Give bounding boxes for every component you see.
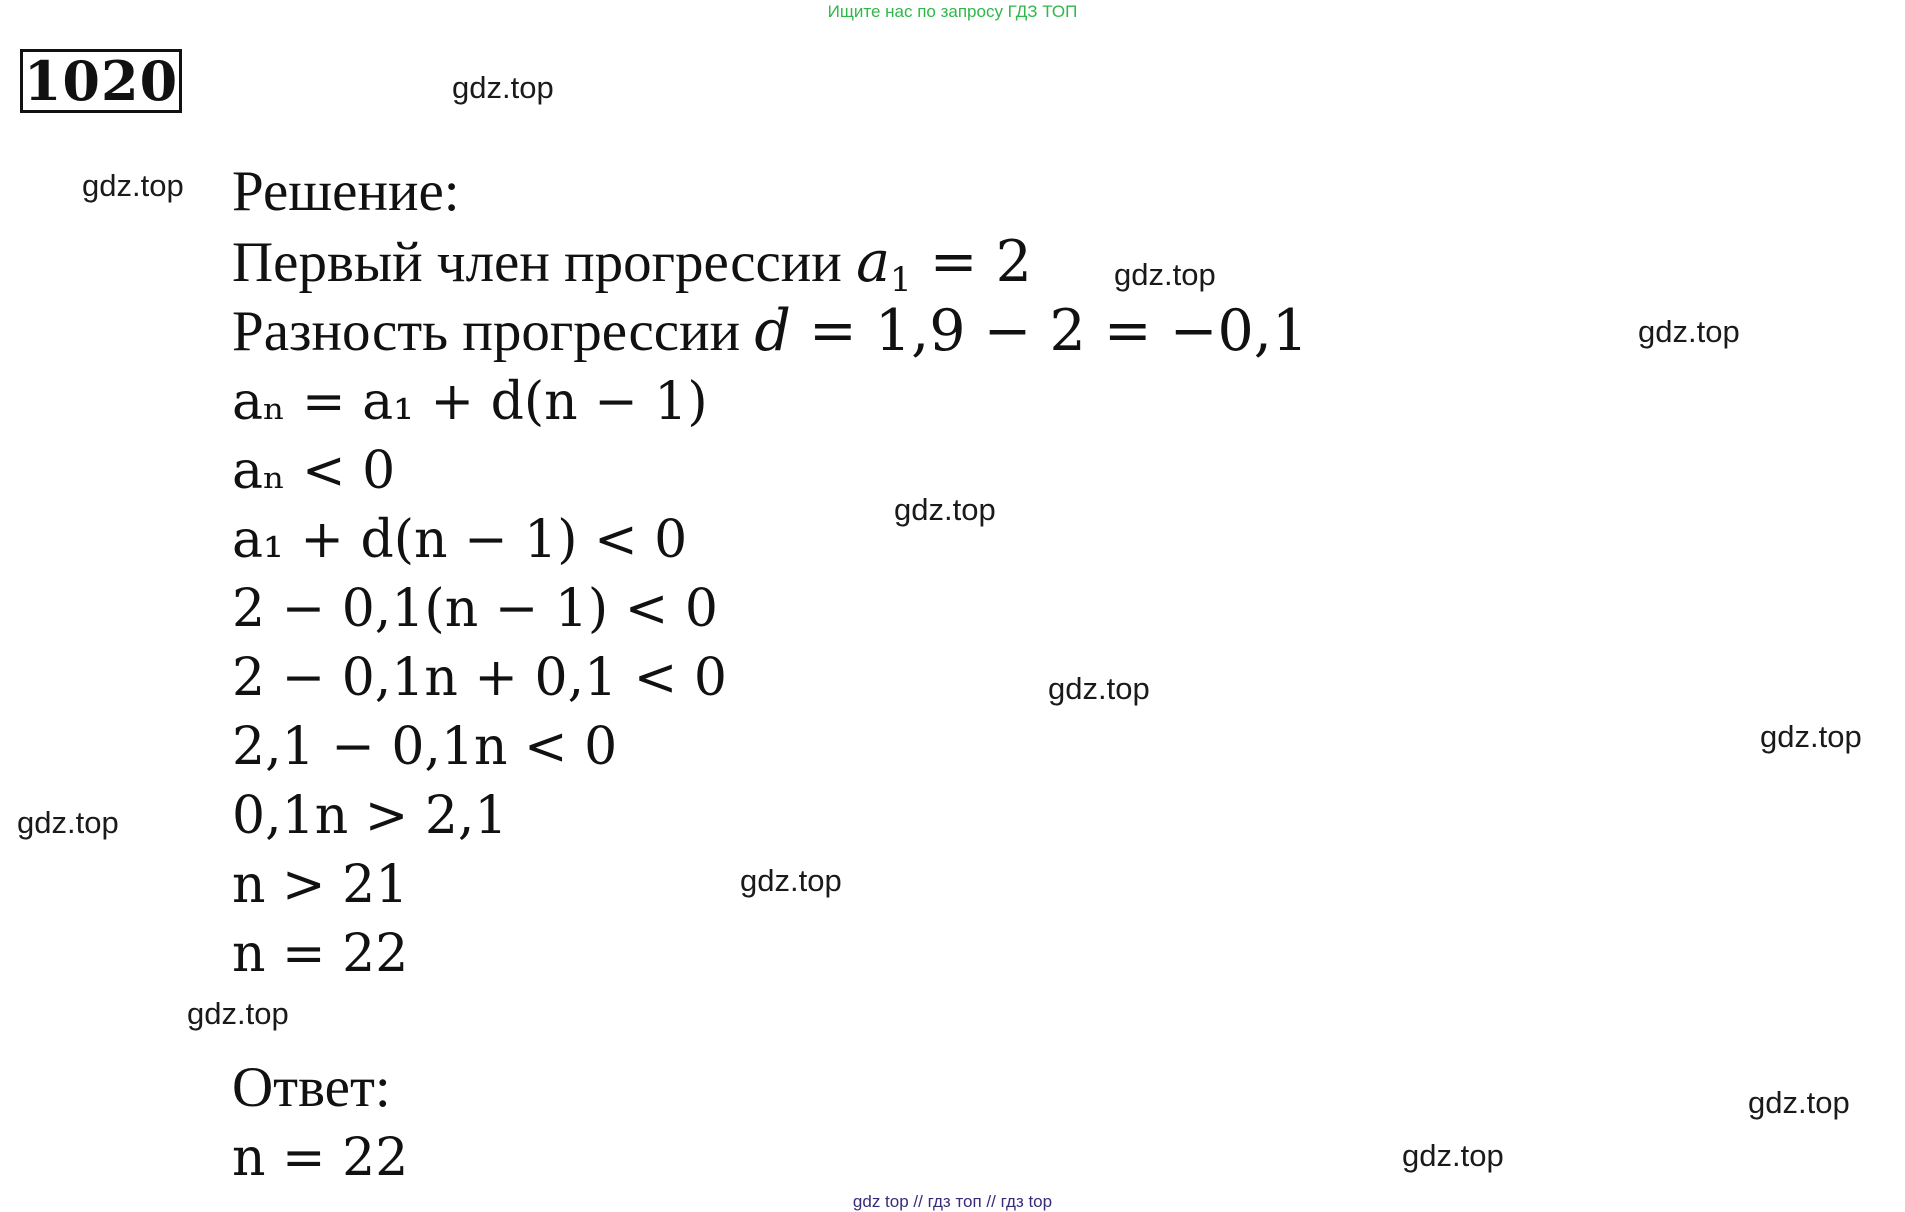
top-banner: Ищите нас по запросу ГДЗ ТОП <box>827 2 1078 21</box>
step-1: aₙ = a₁ + d(n − 1) <box>232 372 708 432</box>
step-7: 0,1n > 2,1 <box>232 786 508 846</box>
step-6: 2,1 − 0,1n < 0 <box>232 717 618 777</box>
step-2: aₙ < 0 <box>232 441 396 501</box>
difference-text: Разность прогрессии <box>232 300 741 363</box>
difference-formula <box>754 298 1308 364</box>
bottom-banner: gdz top // гдз топ // гдз top <box>852 1192 1053 1211</box>
watermark: gdz.top <box>452 70 554 105</box>
watermark: gdz.top <box>17 805 119 840</box>
first-term-value: = 2 <box>911 229 1032 295</box>
step-3: a₁ + d(n − 1) < 0 <box>232 510 688 570</box>
problem-number: 1020 <box>20 49 182 113</box>
step-8: n > 21 <box>232 855 409 915</box>
watermark: gdz.top <box>894 492 996 527</box>
step-9: n = 22 <box>232 924 409 984</box>
watermark: gdz.top <box>1748 1085 1850 1120</box>
difference-line <box>232 298 1309 364</box>
difference-value: = 1,9 − 2 = −0,1 <box>790 298 1309 364</box>
watermark: gdz.top <box>1048 671 1150 706</box>
difference-var: d <box>754 298 791 364</box>
step-4: 2 − 0,1(n − 1) < 0 <box>232 579 718 639</box>
step-5: 2 − 0,1n + 0,1 < 0 <box>232 648 727 708</box>
watermark: gdz.top <box>187 996 289 1031</box>
watermark: gdz.top <box>82 168 184 203</box>
first-term-formula <box>856 229 1032 300</box>
watermark: gdz.top <box>740 863 842 898</box>
watermark: gdz.top <box>1114 257 1216 292</box>
answer-heading: Ответ: <box>232 1056 391 1119</box>
first-term-sub: 1 <box>890 260 912 300</box>
first-term-var: a <box>856 229 891 295</box>
answer-value: n = 22 <box>232 1128 409 1188</box>
watermark: gdz.top <box>1760 719 1862 754</box>
solution-heading: Решение: <box>232 160 460 223</box>
watermark: gdz.top <box>1638 314 1740 349</box>
first-term-text: Первый член прогрессии <box>232 231 842 294</box>
watermark: gdz.top <box>1402 1138 1504 1173</box>
